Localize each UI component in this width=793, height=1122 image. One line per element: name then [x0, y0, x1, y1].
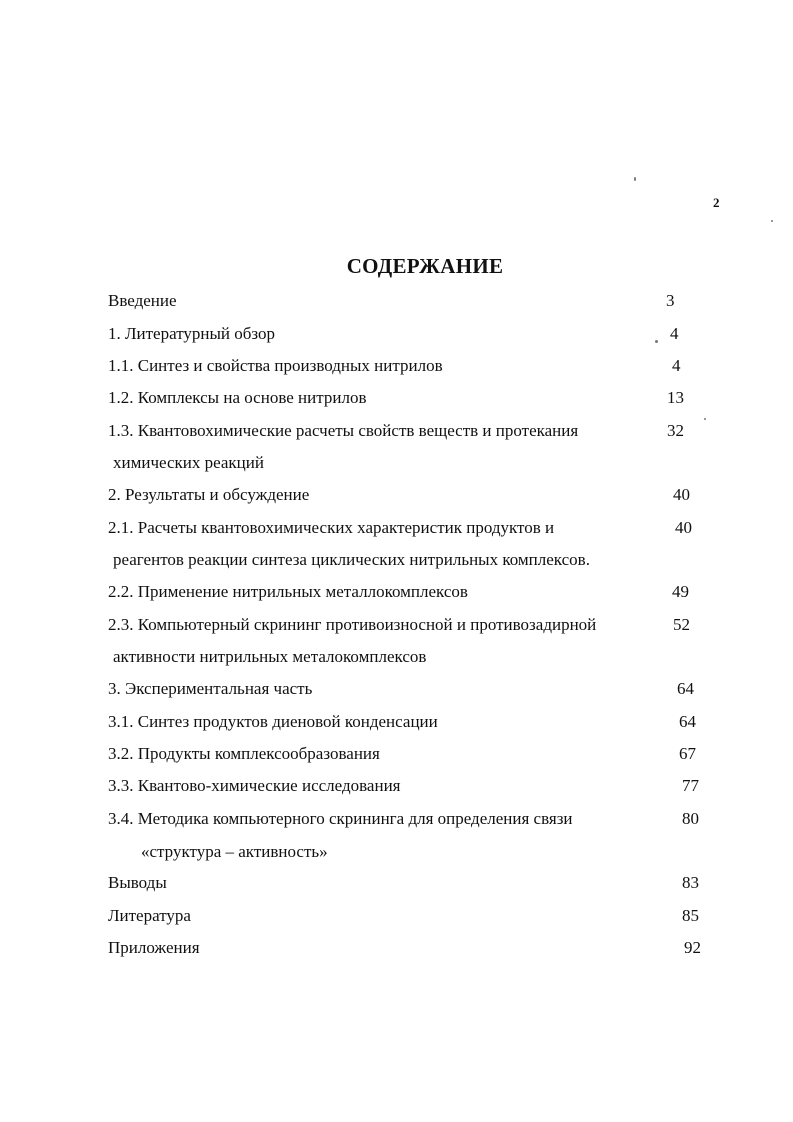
toc-entry-page: 4: [670, 324, 679, 343]
toc-entry-text: 1.3. Квантовохимические расчеты свойств веществ и протекания: [108, 421, 579, 440]
toc-entry-page: 3: [666, 291, 675, 310]
toc-entry-page: 77: [682, 776, 699, 795]
toc-entry-page: 80: [682, 809, 699, 828]
toc-entry-page: 67: [679, 744, 696, 763]
toc-entry-text: 1.1. Синтез и свойства производных нитрилов: [108, 356, 443, 375]
toc-entry-text: 2.2. Применение нитрильных металлокомплексов: [108, 582, 468, 601]
toc-entry-continuation: «структура – активность»: [141, 842, 328, 861]
page-number: 2: [713, 195, 720, 210]
toc-entry-page: 40: [675, 518, 692, 537]
toc-entry-page: 85: [682, 906, 699, 925]
toc-title: СОДЕРЖАНИЕ: [346, 254, 504, 278]
toc-entry-page: 52: [673, 615, 690, 634]
toc-entry-continuation: активности нитрильных металокомплексов: [113, 647, 427, 666]
toc-entry-text: 3. Экспериментальная часть: [108, 679, 313, 698]
toc-entry-text: Приложения: [108, 938, 200, 957]
toc-entry-page: 40: [673, 485, 690, 504]
toc-entry-text: Выводы: [108, 873, 167, 892]
toc-entry-text: 1. Литературный обзор: [108, 324, 276, 343]
toc-entry-text: 3.2. Продукты комплексообразования: [108, 744, 380, 763]
toc-entry-page: 4: [672, 356, 681, 375]
toc-entry-text: 2.3. Компьютерный скрининг противоизносной и противозадирной: [108, 615, 597, 634]
toc-entry-page: 13: [667, 388, 684, 407]
scan-speck: [655, 340, 658, 343]
scan-speck: [704, 418, 706, 420]
toc-entry-page: 64: [679, 712, 696, 731]
toc-entry-text: 1.2. Комплексы на основе нитрилов: [108, 388, 367, 407]
scan-speck: [771, 220, 773, 222]
toc-entry-text: 3.4. Методика компьютерного скрининга для определения связи: [108, 809, 573, 828]
toc-entry-page: 83: [682, 873, 699, 892]
scan-speck: [634, 177, 636, 181]
toc-entry-continuation: химических реакций: [113, 453, 264, 472]
toc-entry-continuation: реагентов реакции синтеза циклических нитрильных комплексов.: [113, 550, 590, 569]
toc-entry-page: 49: [672, 582, 689, 601]
toc-entry-page: 64: [677, 679, 694, 698]
toc-entry-text: 2.1. Расчеты квантовохимических характеристик продуктов и: [108, 518, 555, 537]
toc-entry-text: Введение: [108, 291, 177, 310]
toc-entry-text: 2. Результаты и обсуждение: [108, 485, 310, 504]
toc-entry-page: 32: [667, 421, 684, 440]
toc-entry-text: 3.3. Квантово-химические исследования: [108, 776, 401, 795]
toc-entry-text: Литература: [108, 906, 191, 925]
toc-entry-page: 92: [684, 938, 701, 957]
toc-entry-text: 3.1. Синтез продуктов диеновой конденсации: [108, 712, 438, 731]
